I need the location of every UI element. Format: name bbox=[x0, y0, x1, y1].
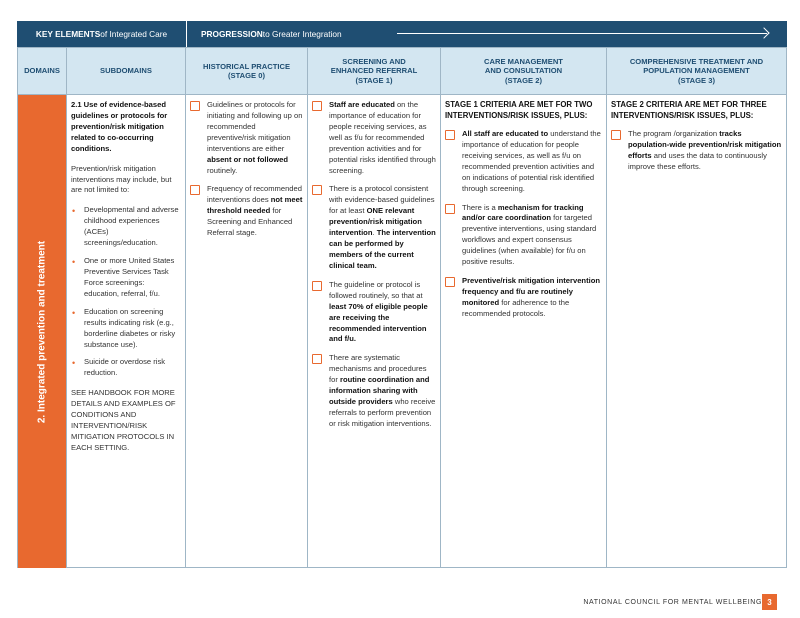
header-stage0 bbox=[186, 48, 308, 95]
header-subdomains-text: SUBDOMAINS bbox=[100, 66, 152, 76]
stage2-item-2 bbox=[445, 203, 602, 269]
list-item: • Education on screening results indicating risk (e.g., borderline diabetes or risky substance use). bbox=[71, 307, 181, 351]
arrow-right-icon bbox=[397, 33, 767, 34]
stage1-item-1 bbox=[312, 100, 436, 176]
checkbox-icon[interactable] bbox=[312, 281, 322, 291]
header-subdomains bbox=[67, 48, 186, 95]
subdomain-intro: Prevention/risk mitigation interventions may include, but are not limited to: bbox=[71, 163, 172, 195]
checkbox-icon[interactable] bbox=[312, 101, 322, 111]
checkbox-icon[interactable] bbox=[611, 130, 621, 140]
text-run-bold: least 70% of eligible people are receiving the recommended intervention and f/u. bbox=[329, 301, 428, 344]
text-run-bold: routine coordination and information sharing with outside providers bbox=[329, 375, 430, 407]
list-item: • Developmental and adverse childhood experiences (ACEs) screenings/education. bbox=[71, 205, 181, 249]
text-run-bold: The intervention can be performed by members of the current clinical team. bbox=[329, 228, 436, 270]
stage3-cell bbox=[607, 95, 786, 568]
top-banner bbox=[17, 21, 787, 47]
stage1-cell bbox=[308, 95, 441, 568]
header-stage1-line2: ENHANCED REFERRAL bbox=[330, 66, 418, 76]
stage1-item-4-text bbox=[329, 353, 436, 429]
header-stage0-line1: HISTORICAL PRACTICE bbox=[202, 61, 291, 71]
header-stage3-line1: COMPREHENSIVE TREATMENT AND bbox=[629, 56, 764, 66]
stage3-item-1-text bbox=[628, 129, 782, 173]
checkbox-icon[interactable] bbox=[312, 354, 322, 364]
subdomain-title: 2.1 Use of evidence-based guidelines or protocols for prevention/risk mitigation related to co-occurring conditions. bbox=[71, 100, 168, 153]
stage2-item-3-text bbox=[462, 276, 602, 320]
header-stage1-line3: (STAGE 1) bbox=[355, 75, 393, 85]
domain-cell bbox=[18, 95, 67, 568]
header-stage2-line3: (STAGE 2) bbox=[505, 75, 542, 85]
header-stage3-line3: (STAGE 3) bbox=[678, 75, 715, 85]
text-run-bold: All staff are educated to bbox=[462, 129, 549, 139]
header-domains-text: DOMAINS bbox=[24, 66, 60, 76]
stage1-item-3-text bbox=[329, 280, 436, 346]
checkbox-icon[interactable] bbox=[445, 277, 455, 287]
list-item: • One or more United States Preventive Services Task Force screenings: education, referral, f/u. bbox=[71, 256, 181, 300]
header-stage3 bbox=[607, 48, 786, 95]
header-stage2-line1: CARE MANAGEMENT bbox=[484, 56, 563, 66]
stage1-item-4 bbox=[312, 353, 436, 429]
header-stage1-line1: SCREENING AND bbox=[342, 56, 406, 66]
text-run: There is a bbox=[462, 202, 498, 212]
checkbox-icon[interactable] bbox=[445, 130, 455, 140]
header-stage1 bbox=[308, 48, 441, 95]
key-elements-label bbox=[17, 21, 187, 47]
checkbox-icon[interactable] bbox=[312, 185, 322, 195]
stage0-item-2 bbox=[190, 184, 303, 239]
text-run-bold: mechanism for tracking and/or care coordination bbox=[462, 202, 584, 223]
text-run-bold: Staff are educated bbox=[329, 100, 395, 109]
header-domains bbox=[18, 48, 67, 95]
footer-org: NATIONAL COUNCIL FOR MENTAL WELLBEING bbox=[583, 599, 762, 606]
text-run: for targeted preventive interventions, using standard workflows and expert consensus guidelines (when available) for f/u on positive results. bbox=[462, 213, 597, 267]
stage2-criteria: STAGE 1 CRITERIA ARE MET FOR TWO INTERVENTIONS/RISK ISSUES, PLUS: bbox=[445, 100, 593, 120]
stage1-item-2-text bbox=[329, 184, 436, 271]
stage2-item-1-text bbox=[462, 129, 602, 195]
header-stage2-line2: AND CONSULTATION bbox=[484, 66, 563, 76]
text-run: Frequency of recommended interventions does bbox=[207, 184, 302, 205]
text-run-bold: tracks population-wide prevention/risk mitigation efforts bbox=[628, 129, 782, 160]
stage3-criteria: STAGE 2 CRITERIA ARE MET FOR THREE INTERVENTIONS/RISK ISSUES, PLUS: bbox=[611, 100, 767, 120]
stage0-item-2-text bbox=[207, 184, 303, 239]
stage2-item-2-text bbox=[462, 203, 602, 269]
text-run: The guideline or protocol is followed routinely, so that at bbox=[329, 279, 423, 300]
stage1-item-2 bbox=[312, 184, 436, 271]
header-stage0-line2: (STAGE 0) bbox=[228, 71, 265, 80]
stage0-item-1 bbox=[190, 100, 303, 176]
checkbox-icon[interactable] bbox=[445, 204, 455, 214]
list-item: • Suicide or overdose risk reduction. bbox=[71, 357, 181, 379]
text-run: Guidelines or protocols for initiating and following up on recommended preventive/risk mitigation interventions are either bbox=[207, 100, 303, 153]
checkbox-icon[interactable] bbox=[190, 101, 200, 111]
text-run: who receive referrals to perform prevention or risk mitigation interventions. bbox=[329, 397, 436, 428]
text-run: understand the importance of education for people receiving services, as well as f/u on recommended prevention activities and on indications of potential risk identified through screening. bbox=[462, 129, 601, 193]
text-run: There is a protocol consistent with evidence-based guidelines for at least bbox=[329, 184, 435, 216]
stage1-item-1-text bbox=[329, 100, 436, 176]
text-run: on the importance of education for people receiving services, as well as f/u for recommended prevention activities and for potential risks identified through screening. bbox=[329, 100, 436, 175]
text-run-bold: not meet threshold needed bbox=[207, 195, 303, 216]
page-number: 3 bbox=[762, 594, 777, 610]
integration-table bbox=[17, 47, 787, 568]
key-elements-prefix: KEY ELEMENTS bbox=[35, 29, 101, 39]
stage0-item-1-text bbox=[207, 100, 303, 176]
text-run: for Screening and Enhanced Referral stage. bbox=[207, 206, 293, 238]
stage2-cell bbox=[441, 95, 607, 568]
text-run: routinely. bbox=[207, 165, 238, 175]
checkbox-icon[interactable] bbox=[190, 185, 200, 195]
domain-label: 2. Integrated prevention and treatment bbox=[36, 240, 48, 423]
stage2-item-1 bbox=[445, 129, 602, 195]
text-run-bold: Preventive/risk mitigation intervention frequency and f/u are routinely monitored bbox=[462, 276, 600, 307]
text-run-bold: ONE relevant prevention/risk mitigation intervention bbox=[329, 206, 422, 238]
text-run-bold: absent or not followed bbox=[207, 154, 288, 164]
key-elements-suffix: of Integrated Care bbox=[100, 29, 168, 39]
text-run: There are systematic mechanisms and procedures for bbox=[329, 353, 427, 385]
progression-prefix: PROGRESSION bbox=[201, 29, 263, 39]
stage2-item-3 bbox=[445, 276, 602, 320]
stage1-item-3 bbox=[312, 280, 436, 346]
stage0-cell bbox=[186, 95, 308, 568]
subdomain-cell bbox=[67, 95, 186, 568]
text-run: and uses the data to continuously improve these efforts. bbox=[628, 150, 767, 171]
progression-label bbox=[187, 21, 787, 47]
header-stage3-line2: POPULATION MANAGEMENT bbox=[643, 66, 750, 76]
progression-suffix: to Greater Integration bbox=[262, 29, 342, 39]
intervention-list bbox=[71, 205, 181, 379]
text-run: The program /organization bbox=[628, 129, 720, 139]
text-run: . bbox=[372, 228, 377, 238]
header-stage2 bbox=[441, 48, 607, 95]
text-run: for adherence to the recommended protocols. bbox=[462, 297, 570, 318]
handbook-note: SEE HANDBOOK FOR MORE DETAILS AND EXAMPLES OF CONDITIONS AND INTERVENTION/RISK MITIGATION PROTOCOLS IN EACH SETTING. bbox=[71, 388, 176, 452]
stage3-item-1 bbox=[611, 129, 782, 173]
